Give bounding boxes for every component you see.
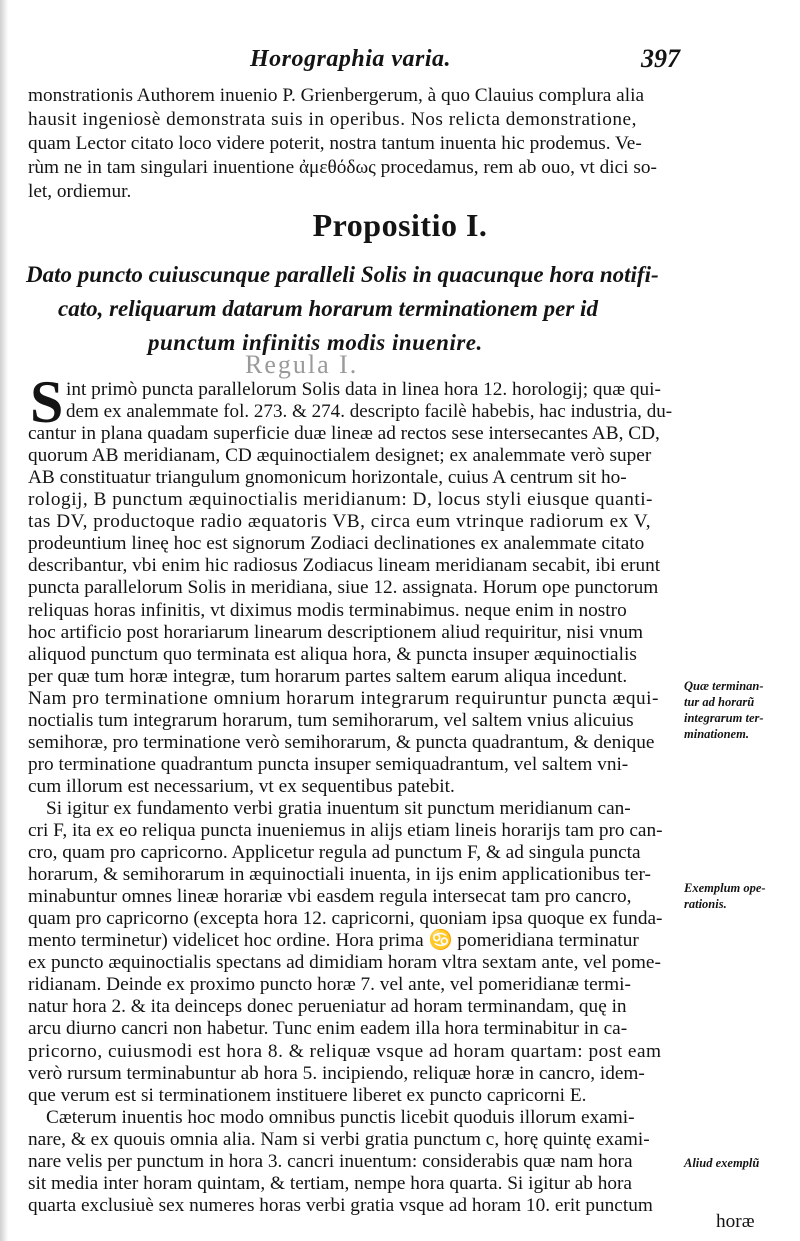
body-line: cum illorum est necessarium, vt ex sequentibus patebit. [28, 775, 455, 797]
intro-line: rùm ne in tam singulari inuentione ἀμεθόδως procedamus, rem ab ouo, vt dici so- [28, 157, 657, 178]
body-line: sit media inter horam quintam, & tertiam, nempe hora quarta. Si igitur ab hora [28, 1172, 632, 1194]
body-line: nare velis per punctum in hora 3. cancri inuentum: considerabis quæ nam hora [28, 1150, 633, 1172]
body-line: horarum, & semihorarum in æquinoctiali inuenta, in ijs enim applicationibus ter- [28, 864, 651, 886]
body-line: puncta parallelorum Solis in meridiana, siue 12. assignata. Horum ope punctorum [28, 577, 659, 599]
body-line: natur hora 2. & ita deinceps donec perueniatur ad horam terminandam, quę in [28, 996, 627, 1018]
marginal-note [684, 880, 796, 912]
intro-line: hausit ingeniosè demonstrata suis in operibus. Nos relicta demonstratione, [28, 109, 637, 130]
body-line: noctialis tum integrarum horarum, tum semihorarum, vel saltem vnius alicuius [28, 709, 634, 731]
page-header [250, 46, 680, 78]
body-line: Nam pro terminatione omnium horarum integrarum requiruntur puncta æqui- [28, 687, 659, 709]
body-line: per quæ tum horæ integræ, tum horarum partes saltem earum aliqua incedunt. [28, 665, 628, 687]
body-line: cri F, ita ex eo reliqua puncta inueniemus in alijs etiam lineis horarijs tam pro can- [28, 820, 663, 841]
marginal-note [684, 678, 796, 742]
body-line: arcu diurno cancri non habetur. Tunc enim eadem illa hora terminabitur in ca- [28, 1018, 628, 1040]
body-line: cantur in plana quadam superficie duæ lineæ ad rectos sese intersecantes AB, CD, [28, 423, 660, 445]
intro-line: quam Lector citato loco videre poterit, nostra tantum inuenta hic prodemus. Ve- [28, 133, 642, 154]
body-line: minabuntur omnes lineæ horariæ vbi easdem regula intersecat tam pro cancro, [28, 886, 632, 908]
body-line: quorum AB meridianam, CD æquinoctialem designet; ex analemmate verò super [28, 445, 652, 467]
body-line: pro terminatione quadrantum puncta insuper semiquadrantum, vel saltem vni- [28, 753, 629, 775]
body-line: ridianam. Deinde ex proximo puncto horæ 7. vel ante, vel pomeridianæ termi- [28, 974, 631, 996]
running-head: Horographia varia. [250, 46, 452, 72]
body-line: aliquod punctum quo terminata est aliqua hora, & puncta insuper æquinoctialis [28, 643, 637, 665]
proposition-title: Propositio I. [312, 207, 488, 243]
body-line: rologij, B punctum æquinoctialis meridianum: D, locus styli eiusque quanti- [28, 489, 653, 511]
body-line: reliquas horas infinitis, vt diximus modis terminabimus. neque enim in nostro [28, 599, 627, 621]
body-line: que verum est si terminationem instituere liberet ex puncto capricorni E. [28, 1084, 587, 1106]
enunciation-line: Dato puncto cuiuscunque paralleli Solis in quacunque hora notifi- [26, 262, 659, 287]
marginal-note-line: integrarum ter- [684, 711, 764, 725]
marginal-note-line: Aliud exemplũ [684, 1156, 760, 1170]
marginal-note-line: minationem. [684, 727, 749, 741]
marginal-note-line: tur ad horarũ [684, 695, 755, 709]
body-line: describantur, vbi enim hic radiosus Zodiacus lineam meridianam secabit, ibi erunt [28, 555, 661, 577]
body-line: AB constituatur triangulum gnomonicum horizontale, cuius A centrum sit ho- [28, 467, 627, 489]
drop-capital: S [30, 369, 64, 435]
body-line: cro, quam pro capricorno. Applicetur regula ad punctum F, & ad singula puncta [28, 842, 641, 864]
page-gutter-shadow [0, 0, 8, 1241]
body-line: hoc artificio post horariarum linearum descriptionem aliud requiritur, nisi vnum [28, 621, 643, 643]
intro-line: let, ordiemur. [28, 181, 132, 202]
body-line: ex puncto æquinoctialis spectans ad dimidiam horam vltra sextam ante, vel pome- [28, 952, 661, 974]
rule-heading: Regula I. [245, 350, 359, 379]
body-line: pricorno, cuiusmodi est hora 8. & reliquæ vsque ad horam quartam: post eam [28, 1040, 662, 1062]
body-line: Cæterum inuentis hoc modo omnibus punctis licebit quoduis illorum exami- [46, 1106, 635, 1128]
body-line: mento terminetur) videlicet hoc ordine. Hora prima ♋ pomeridiana terminatur [28, 930, 639, 952]
page-number: 397 [641, 44, 680, 73]
marginal-note-line: Exemplum ope- [684, 881, 766, 895]
enunciation-line: cato, reliquarum datarum horarum terminationem per id [58, 296, 598, 321]
body-line: semihoræ, pro terminatione verò semihorarum, & puncta quadrantum, & denique [28, 731, 655, 753]
body-line: prodeuntium lineę hoc est signorum Zodiaci declinationes ex analemmate citato [28, 533, 645, 555]
marginal-note-line: Quæ terminan- [684, 679, 764, 693]
body-line: int primò puncta parallelorum Solis data in linea hora 12. horologij; quæ qui- [66, 379, 661, 400]
marginal-note-line: rationis. [684, 897, 727, 911]
body-line: quarta exclusiuè sex numeres horas verbi gratia vsque ad horam 10. erit punctum [28, 1194, 653, 1216]
marginal-note [684, 1155, 796, 1171]
enunciation-line: punctum infinitis modis inuenire. [148, 330, 483, 355]
intro-line: monstrationis Authorem inuenio P. Grienbergerum, à quo Clauius complura alia [28, 85, 645, 106]
body-line: dem ex analemmate fol. 273. & 274. descripto facilè habebis, hac industria, du- [66, 401, 673, 423]
body-line: tas DV, productoque radio æquatoris VB, circa eum vtrinque radiorum ex V, [28, 511, 652, 533]
body-line: nare, & ex quouis omnia alia. Nam si verbi gratia punctum c, horę quintę exami- [28, 1128, 650, 1150]
body-line: quam pro capricorno (excepta hora 12. capricorni, quoniam ipsa quoque ex funda- [28, 908, 663, 930]
body-line: verò rursum terminabuntur ab hora 5. incipiendo, reliquæ horæ in cancro, idem- [28, 1062, 645, 1084]
catchword: horæ [716, 1211, 755, 1232]
body-line: Si igitur ex fundamento verbi gratia inuentum sit punctum meridianum can- [46, 797, 631, 819]
